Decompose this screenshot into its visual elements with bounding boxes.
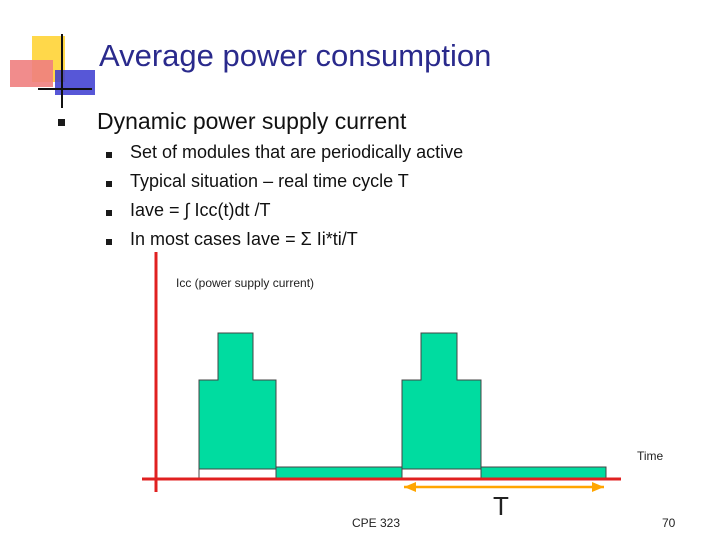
slide-title: Average power consumption (99, 38, 492, 73)
sub-bullet-3: Iave = ∫ Icc(t)dt /T (130, 200, 271, 220)
period-arrow-left-icon (404, 482, 416, 492)
pulse-1 (199, 333, 276, 478)
idle-segment-1 (276, 467, 402, 478)
main-bullet-text: Dynamic power supply current (97, 108, 407, 134)
y-axis-label: Icc (power supply current) (176, 276, 315, 290)
sub-bullet-4: In most cases Iave = Σ Ii*ti/T (130, 229, 358, 249)
footer-course: CPE 323 (352, 516, 401, 530)
page-number: 70 (662, 516, 676, 530)
pulse-2 (402, 333, 481, 478)
idle-segment-2 (481, 467, 606, 478)
period-arrow-right-icon (592, 482, 604, 492)
sub-bullet-1: Set of modules that are periodically active (130, 142, 464, 162)
sub-bullet-2: Typical situation – real time cycle T (130, 171, 409, 191)
period-label: T (493, 491, 509, 521)
x-axis-label: Time (637, 449, 664, 463)
